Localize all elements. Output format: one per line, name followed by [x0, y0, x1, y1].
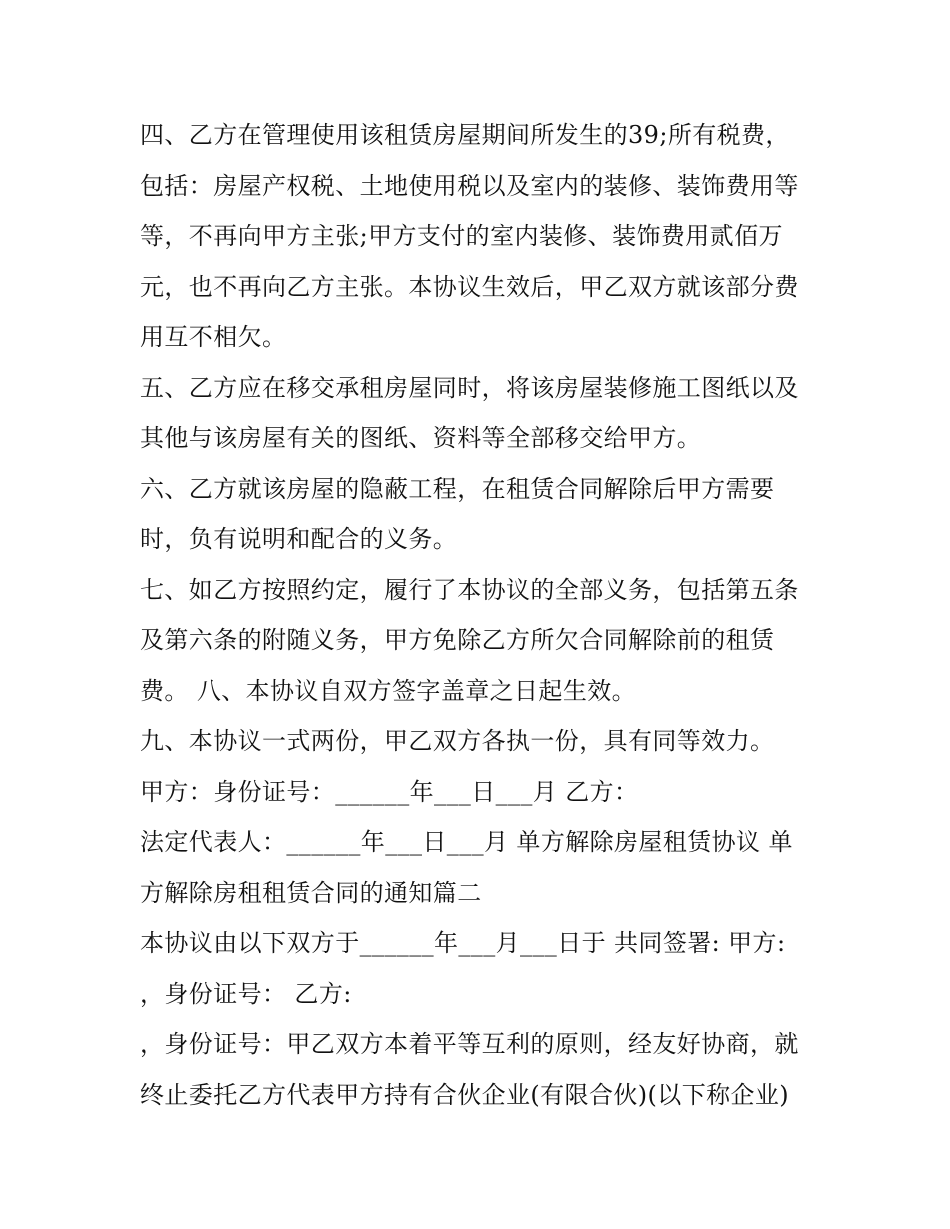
document-body [140, 110, 820, 1120]
text-line: 时，负有说明和配合的义务。 [140, 525, 458, 553]
text-line: 五、乙方应在移交承租房屋同时，将该房屋装修施工图纸以及 [140, 373, 799, 402]
text-line: 费。 八、本协议自双方签字盖章之日起生效。 [140, 676, 637, 705]
section-heading: 方解除房租租赁合同的通知篇二 [140, 878, 482, 907]
text-line: ，身份证号： 乙方: [140, 979, 352, 1008]
text-line: 四、乙方在管理使用该租赁房屋期间所发生的39;所有税费， [140, 121, 790, 149]
text-line: 包括：房屋产权税、土地使用税以及室内的装修、装饰费用等 [140, 171, 799, 200]
text-line: 及第六条的附随义务，甲方免除乙方所欠合同解除前的租赁 [140, 626, 775, 654]
text-line: 用互不相欠。 [140, 323, 287, 351]
text-line: ，身份证号：甲乙双方本着平等互利的原则，经友好协商，就 [140, 1030, 799, 1058]
signature-line-representative: 法定代表人：______年___日___月 单方解除房屋租赁协议 单 [140, 828, 793, 856]
text-line: 六、乙方就该房屋的隐蔽工程，在租赁合同解除后甲方需要 [140, 474, 775, 503]
text-line: 元，也不再向乙方主张。本协议生效后，甲乙双方就该部分费 [140, 272, 799, 301]
text-line: 其他与该房屋有关的图纸、资料等全部移交给甲方。 [140, 424, 702, 452]
text-line: 等，不再向甲方主张;甲方支付的室内装修、装饰费用贰佰万 [140, 222, 783, 250]
signature-line-party-a: 甲方：身份证号：______年___日___月 乙方： [140, 777, 639, 806]
text-line: 终止委托乙方代表甲方持有合伙企业(有限合伙)(以下称企业) [140, 1080, 790, 1109]
text-line: 七、如乙方按照约定，履行了本协议的全部义务，包括第五条 [140, 575, 799, 604]
text-line: 九、本协议一式两份，甲乙双方各执一份，具有同等效力。 [140, 727, 775, 755]
text-line: 本协议由以下双方于______年___月___日于 共同签署: 甲方: [140, 929, 786, 957]
